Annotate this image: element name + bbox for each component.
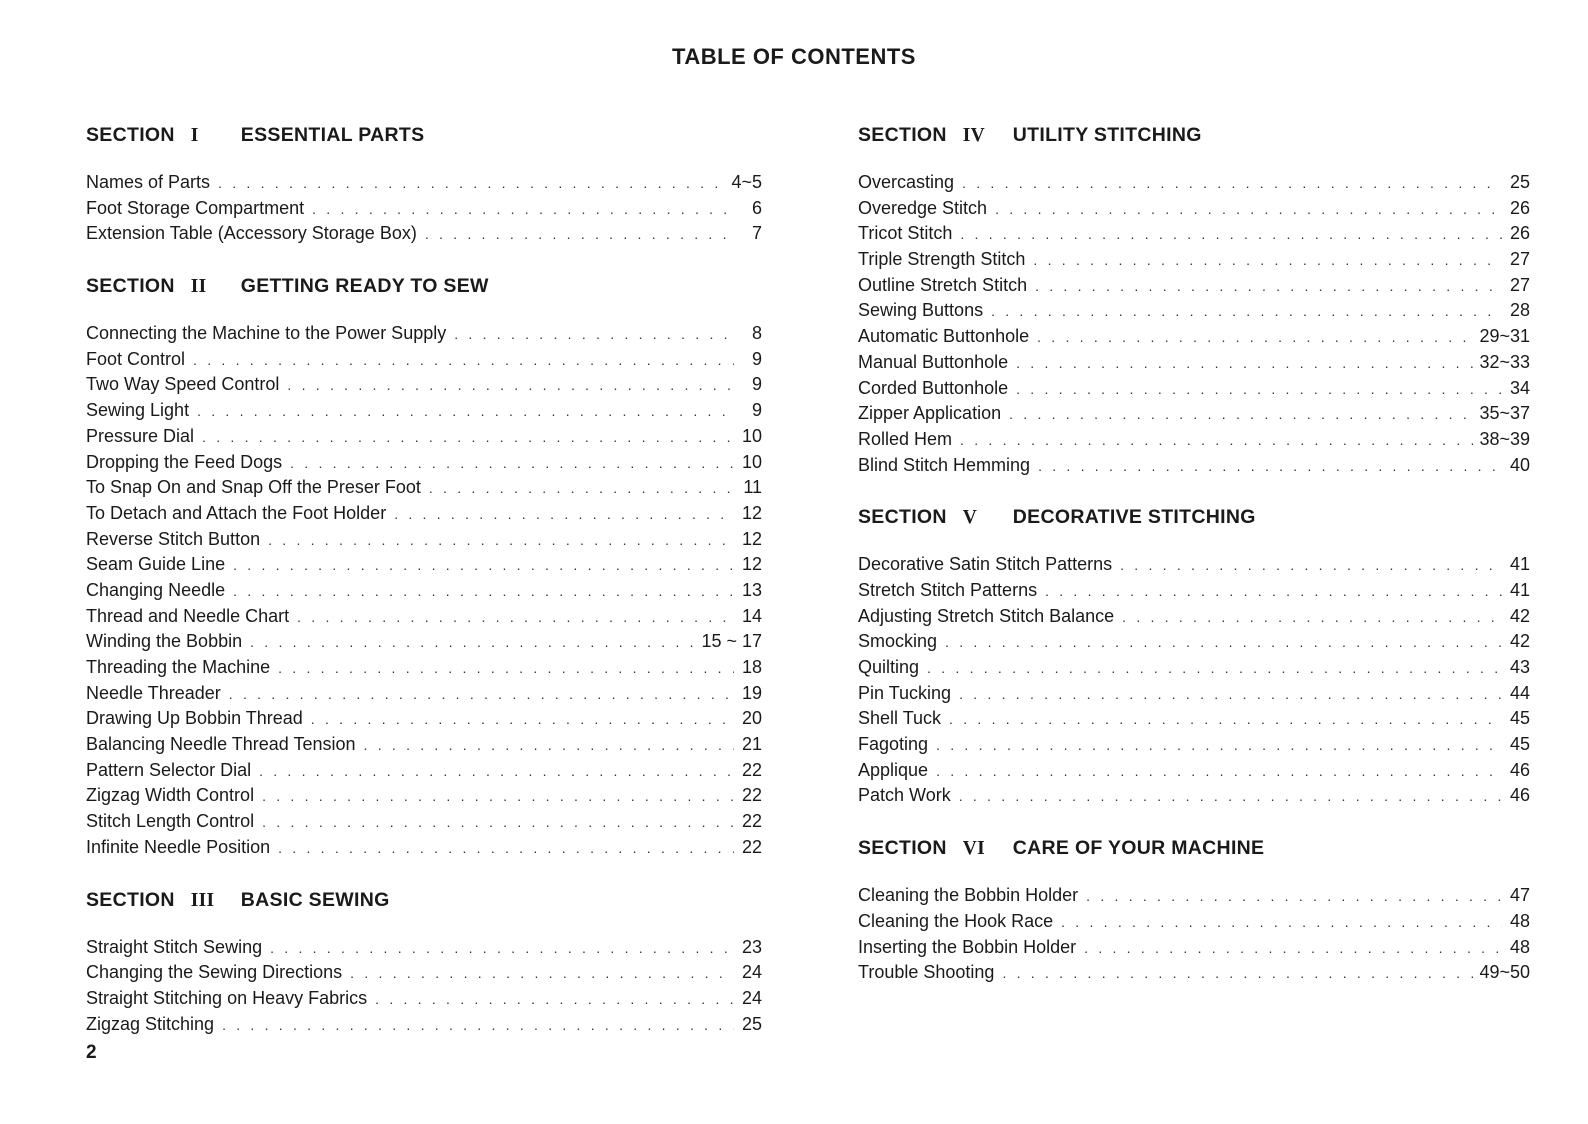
entry-title: Zipper Application xyxy=(858,403,1002,424)
dot-leader xyxy=(268,528,734,554)
dot-leader xyxy=(193,348,734,374)
entry-title: Shell Tuck xyxy=(858,708,942,729)
entry-page: 35~37 xyxy=(1479,403,1530,424)
toc-entry xyxy=(86,706,762,732)
entry-title: To Snap On and Snap Off the Preser Foot xyxy=(86,477,421,498)
toc-entry xyxy=(86,604,762,630)
section-name: UTILITY STITCHING xyxy=(1012,124,1202,146)
toc-entry xyxy=(858,453,1530,479)
entry-title: Quilting xyxy=(858,657,920,677)
dot-leader xyxy=(936,759,1502,785)
section-numeral: I xyxy=(190,125,199,146)
entry-title: Foot Storage Compartment xyxy=(86,197,305,218)
dot-leader xyxy=(991,299,1502,325)
toc-entry xyxy=(858,758,1530,784)
entry-title: Infinite Needle Position xyxy=(86,836,271,857)
entry-page: 45 xyxy=(1509,708,1530,729)
entry-page: 13 xyxy=(741,579,762,600)
entry-page: 18 xyxy=(741,657,762,677)
dot-leader xyxy=(233,579,734,605)
toc-entry xyxy=(858,783,1530,809)
toc-entry xyxy=(86,732,762,758)
entry-title: Outline Stretch Stitch xyxy=(858,274,1028,295)
entry-title: Names of Parts xyxy=(86,172,211,192)
entry-page: 46 xyxy=(1509,759,1530,780)
entry-page: 41 xyxy=(1509,579,1530,600)
dot-leader xyxy=(197,399,734,425)
entry-title: Fagoting xyxy=(858,734,929,755)
section-name: ESSENTIAL PARTS xyxy=(240,124,425,146)
entry-page: 12 xyxy=(741,528,762,549)
dot-leader xyxy=(278,836,734,862)
entry-page: 12 xyxy=(741,502,762,523)
toc-entry xyxy=(858,298,1530,324)
section-name: CARE OF YOUR MACHINE xyxy=(1012,837,1265,860)
entry-title: Changing Needle xyxy=(86,579,226,600)
entry-page: 11 xyxy=(743,477,762,498)
toc-entry xyxy=(86,681,762,707)
toc-entry xyxy=(858,350,1530,376)
section-label: SECTION xyxy=(858,124,947,146)
entry-list xyxy=(858,883,1530,986)
dot-leader xyxy=(229,682,734,708)
entry-title: Threading the Machine xyxy=(86,657,271,677)
entry-title: Pin Tucking xyxy=(858,682,952,703)
toc-entry xyxy=(86,424,762,450)
dot-leader xyxy=(962,171,1502,197)
dot-leader xyxy=(218,171,725,197)
toc-section xyxy=(858,833,1530,986)
toc-section xyxy=(86,271,762,860)
entry-title: Rolled Hem xyxy=(858,428,953,449)
toc-entry xyxy=(858,706,1530,732)
entry-title: Zigzag Width Control xyxy=(86,785,255,806)
entry-title: Pressure Dial xyxy=(86,425,195,446)
toc-section xyxy=(86,885,762,1038)
entry-title: Overcasting xyxy=(858,172,955,192)
toc-section xyxy=(858,120,1530,478)
toc-entry xyxy=(86,1012,762,1038)
dot-leader xyxy=(1002,961,1473,987)
entry-title: Overedge Stitch xyxy=(858,197,988,218)
dot-leader xyxy=(959,784,1502,810)
dot-leader xyxy=(454,322,734,348)
dot-leader xyxy=(960,222,1502,248)
toc-entry xyxy=(86,578,762,604)
entry-page: 40 xyxy=(1509,454,1530,475)
dot-leader xyxy=(429,476,734,502)
entry-title: Balancing Needle Thread Tension xyxy=(86,734,356,755)
entry-page: 41 xyxy=(1509,554,1530,575)
entry-page: 48 xyxy=(1509,910,1530,931)
toc-entry xyxy=(86,475,762,501)
toc-entry xyxy=(858,427,1530,453)
toc-entry xyxy=(858,196,1530,222)
section-numeral: VI xyxy=(962,838,986,860)
section-numeral: IV xyxy=(962,125,986,146)
section-numeral: II xyxy=(190,276,207,298)
section-name: BASIC SEWING xyxy=(240,888,390,911)
toc-entry xyxy=(858,655,1530,681)
entry-title: Manual Buttonhole xyxy=(858,351,1009,372)
dot-leader xyxy=(1016,377,1502,403)
entry-title: Two Way Speed Control xyxy=(86,374,280,395)
toc-entry xyxy=(86,450,762,476)
section-name: DECORATIVE STITCHING xyxy=(1012,506,1256,529)
dot-leader xyxy=(233,553,734,579)
entry-title: Pattern Selector Dial xyxy=(86,759,252,780)
entry-page: 23 xyxy=(741,936,762,957)
entry-title: Automatic Buttonhole xyxy=(858,326,1030,347)
entry-list xyxy=(86,321,762,860)
section-label: SECTION xyxy=(86,124,175,146)
entry-list xyxy=(86,935,762,1038)
dot-leader xyxy=(1086,884,1502,910)
entry-title: Changing the Sewing Directions xyxy=(86,962,343,983)
dot-leader xyxy=(311,707,734,733)
dot-leader xyxy=(959,682,1502,708)
entry-title: Applique xyxy=(858,759,929,780)
entry-title: To Detach and Attach the Foot Holder xyxy=(86,502,387,523)
toc-entry xyxy=(86,221,762,247)
dot-leader xyxy=(1120,553,1502,579)
dot-leader xyxy=(1033,248,1502,274)
entry-title: Winding the Bobbin xyxy=(86,631,243,652)
section-heading xyxy=(858,502,1530,532)
entry-page: 29~31 xyxy=(1479,326,1530,347)
entry-page: 22 xyxy=(741,785,762,806)
toc-entry xyxy=(858,732,1530,758)
toc-entry xyxy=(86,629,762,655)
section-label: SECTION xyxy=(86,888,175,911)
entry-title: Thread and Needle Chart xyxy=(86,605,290,626)
entry-page: 32~33 xyxy=(1479,351,1530,372)
dot-leader xyxy=(927,656,1502,682)
dot-leader xyxy=(960,428,1473,454)
dot-leader xyxy=(1061,910,1502,936)
dot-leader xyxy=(936,733,1502,759)
dot-leader xyxy=(1009,402,1473,428)
toc-entry xyxy=(858,324,1530,350)
entry-list xyxy=(858,552,1530,809)
entry-title: Seam Guide Line xyxy=(86,554,226,575)
section-label: SECTION xyxy=(858,837,947,860)
section-heading xyxy=(858,833,1530,863)
section-label: SECTION xyxy=(858,506,947,529)
dot-leader xyxy=(1122,605,1502,631)
dot-leader xyxy=(425,222,734,248)
entry-page: 47 xyxy=(1509,885,1530,906)
toc-entry xyxy=(858,247,1530,273)
toc-entry xyxy=(86,321,762,347)
entry-page: 9 xyxy=(751,348,762,369)
dot-leader xyxy=(259,759,734,785)
entry-page: 49~50 xyxy=(1479,962,1530,983)
entry-page: 4~5 xyxy=(731,172,762,192)
entry-page: 12 xyxy=(741,554,762,575)
toc-entry xyxy=(86,935,762,961)
dot-leader xyxy=(262,810,734,836)
toc-entry xyxy=(858,401,1530,427)
entry-page: 46 xyxy=(1509,785,1530,806)
entry-list xyxy=(858,170,1530,478)
dot-leader xyxy=(222,1013,734,1039)
entry-page: 34 xyxy=(1509,377,1530,398)
entry-title: Needle Threader xyxy=(86,682,221,703)
dot-leader xyxy=(995,197,1502,223)
entry-title: Reverse Stitch Button xyxy=(86,528,261,549)
entry-page: 15 ~ 17 xyxy=(701,631,762,652)
entry-title: Smocking xyxy=(858,631,938,652)
dot-leader xyxy=(394,502,734,528)
toc-entry xyxy=(86,196,762,222)
page-number: 2 xyxy=(86,1042,97,1063)
section-numeral: III xyxy=(190,889,215,911)
entry-page: 10 xyxy=(741,425,762,446)
entry-title: Drawing Up Bobbin Thread xyxy=(86,708,303,729)
entry-title: Extension Table (Accessory Storage Box) xyxy=(86,223,417,244)
entry-title: Sewing Light xyxy=(86,400,190,421)
entry-page: 42 xyxy=(1509,605,1530,626)
toc-entry xyxy=(86,758,762,784)
entry-page: 10 xyxy=(741,451,762,472)
toc-entry xyxy=(86,809,762,835)
entry-page: 22 xyxy=(741,811,762,832)
section-heading xyxy=(86,120,762,150)
toc-section xyxy=(858,502,1530,809)
toc-entry xyxy=(86,783,762,809)
entry-page: 26 xyxy=(1509,197,1530,218)
entry-title: Corded Buttonhole xyxy=(858,377,1009,398)
entry-list xyxy=(86,170,762,247)
toc-entry xyxy=(858,376,1530,402)
dot-leader xyxy=(287,373,734,399)
entry-title: Straight Stitching on Heavy Fabrics xyxy=(86,987,368,1008)
toc-entry xyxy=(858,960,1530,986)
entry-title: Tricot Stitch xyxy=(858,223,953,244)
toc-entry xyxy=(858,273,1530,299)
entry-page: 44 xyxy=(1509,682,1530,703)
entry-page: 25 xyxy=(741,1013,762,1034)
entry-page: 8 xyxy=(751,323,762,344)
toc-entry xyxy=(86,960,762,986)
toc-entry xyxy=(86,170,762,196)
toc-entry xyxy=(858,170,1530,196)
section-heading xyxy=(86,271,762,301)
right-column xyxy=(858,120,1530,1010)
entry-title: Dropping the Feed Dogs xyxy=(86,451,283,472)
entry-page: 9 xyxy=(751,400,762,421)
entry-title: Adjusting Stretch Stitch Balance xyxy=(858,605,1115,626)
toc-entry xyxy=(86,527,762,553)
entry-title: Zigzag Stitching xyxy=(86,1013,215,1034)
toc-entry xyxy=(858,552,1530,578)
dot-leader xyxy=(290,451,734,477)
entry-page: 14 xyxy=(741,605,762,626)
entry-page: 6 xyxy=(751,197,762,218)
toc-entry xyxy=(86,835,762,861)
dot-leader xyxy=(1016,351,1473,377)
section-name: GETTING READY TO SEW xyxy=(240,275,489,298)
toc-entry xyxy=(858,578,1530,604)
section-heading xyxy=(86,885,762,915)
dot-leader xyxy=(1045,579,1502,605)
entry-page: 25 xyxy=(1509,172,1530,192)
entry-page: 48 xyxy=(1509,936,1530,957)
page-title: TABLE OF CONTENTS xyxy=(672,44,916,69)
toc-section xyxy=(86,120,762,247)
toc-entry xyxy=(86,655,762,681)
dot-leader xyxy=(949,707,1502,733)
dot-leader xyxy=(945,630,1502,656)
entry-title: Cleaning the Hook Race xyxy=(858,910,1054,931)
entry-page: 22 xyxy=(741,836,762,857)
entry-title: Triple Strength Stitch xyxy=(858,249,1026,270)
dot-leader xyxy=(312,197,734,223)
toc-entry xyxy=(86,347,762,373)
entry-page: 20 xyxy=(741,708,762,729)
entry-page: 24 xyxy=(741,987,762,1008)
dot-leader xyxy=(364,733,734,759)
left-column xyxy=(86,120,762,1061)
entry-title: Blind Stitch Hemming xyxy=(858,454,1031,475)
entry-page: 21 xyxy=(741,734,762,755)
entry-title: Sewing Buttons xyxy=(858,300,984,321)
entry-page: 27 xyxy=(1509,274,1530,295)
dot-leader xyxy=(1084,936,1502,962)
dot-leader xyxy=(1035,274,1502,300)
dot-leader xyxy=(202,425,734,451)
section-heading xyxy=(858,120,1530,150)
entry-page: 19 xyxy=(741,682,762,703)
entry-page: 24 xyxy=(741,962,762,983)
entry-page: 7 xyxy=(751,223,762,244)
toc-entry xyxy=(858,221,1530,247)
entry-page: 42 xyxy=(1509,631,1530,652)
toc-entry xyxy=(858,604,1530,630)
toc-entry xyxy=(858,681,1530,707)
toc-entry xyxy=(86,398,762,424)
toc-entry xyxy=(86,986,762,1012)
entry-title: Cleaning the Bobbin Holder xyxy=(858,885,1079,906)
toc-entry xyxy=(858,935,1530,961)
toc-entry xyxy=(858,629,1530,655)
entry-page: 22 xyxy=(741,759,762,780)
entry-page: 45 xyxy=(1509,734,1530,755)
entry-page: 27 xyxy=(1509,249,1530,270)
entry-page: 9 xyxy=(751,374,762,395)
entry-page: 28 xyxy=(1509,300,1530,321)
entry-title: Straight Stitch Sewing xyxy=(86,936,263,957)
entry-title: Trouble Shooting xyxy=(858,962,995,983)
entry-title: Inserting the Bobbin Holder xyxy=(858,936,1077,957)
dot-leader xyxy=(375,987,734,1013)
dot-leader xyxy=(297,605,734,631)
entry-page: 43 xyxy=(1509,657,1530,677)
entry-title: Stitch Length Control xyxy=(86,811,255,832)
toc-entry xyxy=(858,909,1530,935)
dot-leader xyxy=(1038,454,1502,480)
entry-title: Patch Work xyxy=(858,785,951,806)
dot-leader xyxy=(270,936,734,962)
entry-title: Foot Control xyxy=(86,348,186,369)
entry-page: 38~39 xyxy=(1479,428,1530,449)
section-label: SECTION xyxy=(86,275,175,298)
entry-title: Connecting the Machine to the Power Supply xyxy=(86,323,447,344)
toc-entry xyxy=(86,372,762,398)
dot-leader xyxy=(278,656,734,682)
dot-leader xyxy=(262,784,734,810)
toc-entry xyxy=(86,501,762,527)
section-numeral: V xyxy=(962,507,978,529)
entry-page: 26 xyxy=(1509,223,1530,244)
dot-leader xyxy=(1037,325,1473,351)
toc-entry xyxy=(858,883,1530,909)
dot-leader xyxy=(250,630,695,656)
toc-entry xyxy=(86,552,762,578)
dot-leader xyxy=(350,961,734,987)
entry-title: Stretch Stitch Patterns xyxy=(858,579,1038,600)
entry-title: Decorative Satin Stitch Patterns xyxy=(858,554,1113,575)
